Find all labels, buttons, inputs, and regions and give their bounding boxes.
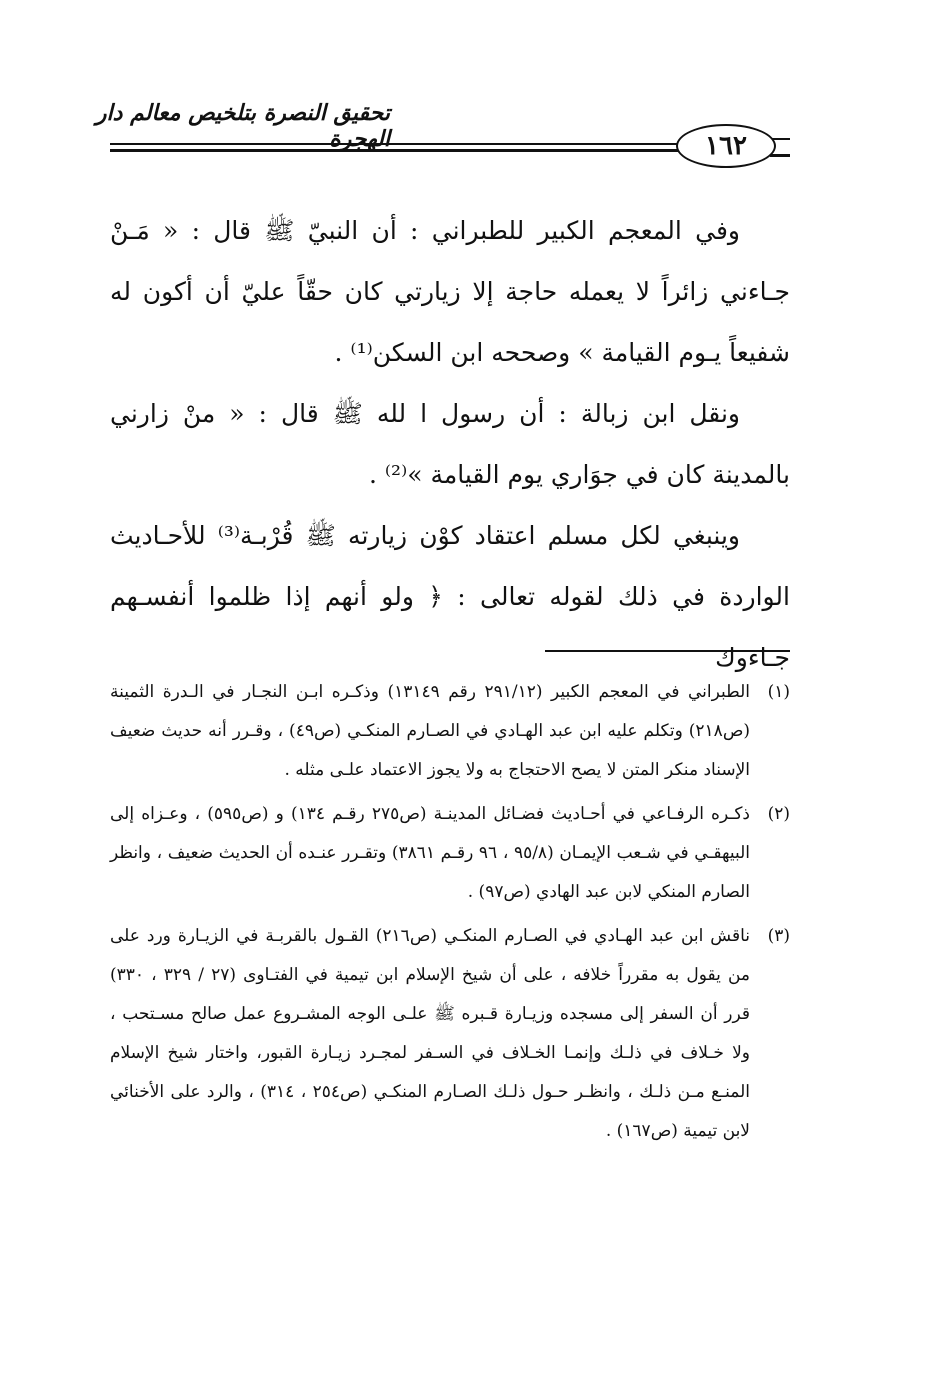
footnote-marker: (١) (767, 682, 790, 702)
footnote-text: ذكـره الرفـاعي في أحـاديث فضـائل المدينـة (ص٢٧٥ رقـم ١٣٤) و (ص٥٩٥) ، وعـزاه إلى البيهقـي في شـعب الإيمـان (٩٥/٨ ، ٩٦ رقـم ٣٨٦١) وتقـرر عنـده أن الحديث ضعيف ، وانظر الصارم المنكي لابن عبد الهادي (ص٩٧) . (110, 804, 750, 902)
running-title: تحقيق النصرة بتلخيص معالم دار الهجرة (95, 100, 390, 152)
footnote-marker: (٢) (767, 804, 790, 824)
footnotes (110, 673, 790, 1156)
footnote-text: الطبراني في المعجم الكبير (٢٩١/١٢ رقم ١٣١٤٩) وذكـره ابـن النجـار في الـدرة الثمينة (ص٢١٨) وتكلم عليه ابن عبد الهـادي في الصـارم المنكـي (ص٤٩) ، وقـرر أنه حديث ضعيف الإسناد منكر المتن لا يصح الاحتجاج به ولا يجوز الاعتماد علـى مثله . (110, 682, 751, 780)
header-rule (110, 143, 755, 145)
paragraph: وفي المعجم الكبير للطبراني : أن النبيّ ﷺ قال : « مَـنْ جـاءني زائراً لا يعمله حاجة إلا زيارتي كان حقّاً عليّ أن أكون له شفيعاً يـوم القيامة » وصححه ابن السكن⁽¹⁾ . (110, 216, 790, 367)
footnote-separator (545, 650, 790, 652)
footnote-1 (110, 673, 790, 790)
header-rule-thick (110, 149, 755, 152)
footnote-2 (110, 795, 790, 912)
footnote-marker: (٣) (767, 926, 790, 946)
footnote-text: ناقش ابن عبد الهـادي في الصـارم المنكـي (ص٢١٦) القـول بالقربـة في الزيـارة ورد على من يقول به مقرراً خلافه ، على أن شيخ الإسلام ابن تيمية في الفتـاوى (٢٧ / ٣٢٩ ، ٣٣٠) قرر أن السفر إلى مسجده وزيـارة قـبره ﷺ علـى الوجه المشـروع عمل صالح مسـتحب ، ولا خـلاف في ذلـك وإنمـا الخـلاف في السـفر لمجـرد زيـارة القبور، واختار شيخ الإسلام المنـع مـن ذلـك ، وانظـر حـول ذلـك الصـارم المنكـي (ص٢٥٤ ، ٣١٤) ، والرد على الأخنائي لابن تيمية (ص١٦٧) . (110, 926, 750, 1141)
paragraph: ونقل ابن زبالة : أن رسول ا لله ﷺ قال : « منْ زارني بالمدينة كان في جوَاري يوم القيامة »⁽²⁾ . (110, 399, 790, 489)
footnote-3 (110, 917, 790, 1151)
page-number: ١٦٢ (676, 124, 776, 168)
paragraph: وينبغي لكل مسلم اعتقاد كوْن زيارته ﷺ قُرْبـة⁽³⁾ للأحـاديث الواردة في ذلك لقوله تعالى : ﴿ ولو أنهم إذا ظلموا أنفسـهم جـاءوك (110, 521, 790, 672)
main-text (110, 200, 790, 688)
